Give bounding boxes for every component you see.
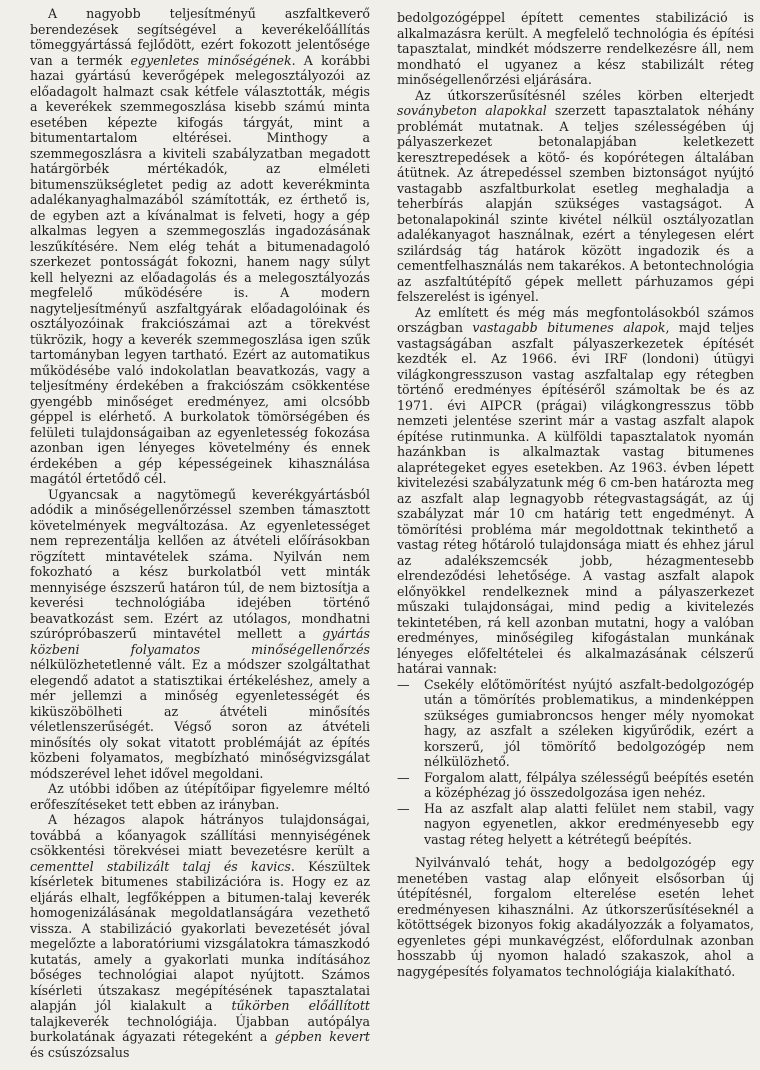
emphasized-term: egyenletes minőségének [130, 52, 292, 68]
condition-list [397, 677, 754, 848]
paragraph: A nagyobb teljesítményű aszfaltkeverő berendezések segítségével a keverékelőállítás tömeggyártássá fejlődött, ezért fokozott jelentősége van a termék egyenletes minőségének. A korábbi hazai gyártású keverőgépek melegosztályozói az előadagolt halmazt csak kétfele választották, mégis a keverékek szemmegoszlása kisebb számú minta esetében képezte kifogás tárgyát, mint a bitumentartalom eltérései. Minthogy a szemmegoszlásra a kiviteli szabályzatban megadott határgörbék mértékadók, az elméleti bitumenszükségletet pedig az adott keverékminta adalékanyaghalmazából számították, ez érthető is, de egyben azt a kívánalmat is felveti, hogy a gép alkalmas legyen a szemmegoszlás ingadozásának leszűkítésére. Nem elég tehát a bitumenadagoló szerkezet pontosságát fokozni, hanem nagy súlyt kell helyezni az előadagolás és a melegosztályozás megfelelő működésére is. A modern nagyteljesítményű aszfaltgyárak előadagolóinak és osztályozóinak frakciószámai azt a törekvést tükrözik, hogy a keverék szemmegoszlása igen szűk tartományban legyen tartható. Ezért az automatikus működésébe való indokolatlan beavatkozás, vagy a teljesítmény érdekében a frakciószám csökkentése gyengébb minőséget eredményez, ami olcsóbb géppel is elérhető. A burkolatok tömörségében és felületi tulajdonságaiban az egyenletesség fokozása azonban igen lényeges követelmény és ennek érdekében a gép képességeinek kihasználása magától értetődő cél. [30, 6, 371, 486]
paragraph: Az utóbbi időben az útépítőipar figyelemre méltó erőfeszítéseket tett ebben az irányban. [30, 781, 370, 812]
paragraph: Az útkorszerűsítésnél széles körben elterjedt soványbeton alapokkal szerzett tapasztalatok néhány problémát mutatnak. A teljes szélességében új pályaszerkezet betonalapjában keletkezett keresztrepedések a kötő- és kopórétegen általában átütnek. Az átrepedéssel szemben biztonságot nyújtó vastagabb aszfaltburkolat esetleg meghaladja a teherbírás alapján szükséges vastagságot. A betonalapokinál szinte kivétel nélkül osztályozatlan adalékanyagot használnak, ezért a ténylegesen elért szilárdság tág határok között ingadozik és a cementfelhasználás nem takarékos. A betontechnológia az aszfaltútépítő gépek mellett párhuzamos gépi felszerelést is igényel. [397, 87, 754, 304]
list-item [397, 801, 754, 848]
list-item-text: Csekély előtömörítést nyújtó aszfalt-bedolgozógép után a tömörítés problematikus, a mindenképpen szükséges gumiabroncsos henger mély nyomokat hagy, az aszfalt a széleken kigyűrődik, ezért a korszerű, jól tömörítő bedolgozógép nem nélkülözhető. [424, 676, 754, 769]
emphasized-term: tűkörben előállított [231, 998, 370, 1013]
list-item [397, 677, 754, 770]
spacer [397, 847, 754, 855]
paragraph: A hézagos alapok hátrányos tulajdonságai, továbbá a kőanyagok szállítási mennyiségének csökkentési törekvései miatt bevezetésre került a cementtel stabilizált talaj és kavics. Készültek kísérletek bitumenes stabilizációra is. Hogy ez az eljárás elhalt, legfőképpen a bitumen-talaj keverék homogenizálásának megoldatlanságára vezethető vissza. A stabilizáció gyakorlati bevezetését jóval megelőzte a laboratóriumi vizsgálatokra támaszkodó kutatás, amely a gyakorlati munka indításához bőséges technológiai alapot nyújtott. Számos kísérleti útszakasz megépítésének tapasztalatai alapján jól kialakult a tűkörben előállított talajkeverék technológiája. Újabban autópálya burkolatának ágyazati rétegeként a gépben kevert és csúszózsalus [30, 812, 370, 1060]
left-column [30, 6, 370, 1060]
dash-marker: — [397, 676, 410, 692]
paragraph: bedolgozógéppel épített cementes stabilizáció is alkalmazásra került. A megfelelő technológia és építési tapasztalat, mindkét módszerre rendelkezésre áll, nem mondható el ugyanez a kész stabilizált réteg minőségellenőrzési eljárására. [397, 10, 754, 87]
paragraph: Az említett és még más megfontolásokból számos országban vastagabb bitumenes alapok, majd teljes vastagságában aszfalt pályaszerkezetek építését kezdték el. Az 1966. évi IRF (londoni) útügyi világkongresszuson vastag aszfaltalap egy rétegben történő eredményes építéséről számoltak be és az 1971. évi AIPCR (prágai) világkongresszus több nemzeti jelentése szerint már a vastag aszfalt alapok építése rutinmunka. A külföldi tapasztalatok nyomán hazánkban is alkalmaztak vastag bitumenes alaprétegeket egyes esetekben. Az 1963. évben lépett kivitelezési szabályzatunk még 6 cm-ben határozta meg az aszfalt alap legnagyobb rétegvastagságát, az új szabályzat már 10 cm határig tett engedményt. A tömörítési probléma már megoldottnak tekinthető a vastag réteg hőtároló tulajdonsága miatt és ehhez járul az adalékszemcsék jobb, hézagmentesebb elrendeződési lehetősége. A vastag aszfalt alapok előnyökkel rendelkeznek mind a pályaszerkezet műszaki tulajdonságai, mind pedig a kivitelezés tekintetében, rá kell azonban mutatni, hogy a valóban eredményes, minőségileg kifogástalan munkának lényeges előfeltételei és alkalmazásának célszerű határai vannak: [397, 304, 754, 676]
dash-marker: — [397, 769, 410, 785]
emphasized-term: gépben kevert [274, 1029, 370, 1044]
emphasized-term: cementtel stabilizált talaj és kavics [30, 858, 291, 874]
list-item-text: Ha az aszfalt alap alatti felület nem stabil, vagy nagyon egyenetlen, akkor eredményesebb egy vastag réteg helyett a kétrétegű beépítés. [424, 800, 754, 847]
emphasized-term: vastagabb bitumenes alapok [472, 320, 666, 335]
list-item [397, 770, 754, 801]
dash-marker: — [397, 800, 410, 816]
right-column [397, 10, 754, 979]
emphasized-term: gyártás közbeni folyamatos minőségellenőrzés [30, 626, 370, 657]
paragraph: Ugyancsak a nagytömegű keverékgyártásból adódik a minőségellenőrzéssel szemben támasztott követelmények megváltozása. Az egyenletességet nem reprezentálja kellően az átvételi előírásokban rögzített mintavételek száma. Nyilván nem fokozható a kész burkolatból vett minták mennyisége észszerű határon túl, de nem biztosítja a keverési technológiába idejében történő beavatkozást sem. Ezért az utólagos, mondhatni szúrópróbaszerű mintavétel mellett a gyártás közbeni folyamatos minőségellenőrzés nélkülözhetetlenné vált. Ez a módszer szolgáltathat elegendő adatot a statisztikai értékeléshez, amely a mér jellemzi a minőség egyenletességét és kiküszöbölheti az átvételi minősítés véletlenszerűségét. Végső soron az átvételi minősítés oly sokat vitatott problémáját az építés közbeni folyamatos, megbízható minőségvizsgálat módszerével lehet idővel megoldani. [30, 486, 370, 781]
list-item-text: Forgalom alatt, félpálya szélességű beépítés esetén a középhézag jó összedolgozása igen nehéz. [424, 769, 754, 800]
closing-paragraph: Nyilvánvaló tehát, hogy a bedolgozógép egy menetében vastag alap előnyeit elsősorban új útépítésnél, forgalom elterelése esetén lehet eredményesen kihasználni. Az útkorszerűsítéseknél a kötöttségek bizonyos fokig akadályozzák a folyamatos, egyenletes gépi munkavégzést, előfordulnak azonban hosszabb új nyomon haladó szakaszok, ahol a nagygépesítés folyamatos technológiája kialakítható. [397, 855, 754, 979]
emphasized-term: soványbeton alapokkal [397, 103, 547, 118]
